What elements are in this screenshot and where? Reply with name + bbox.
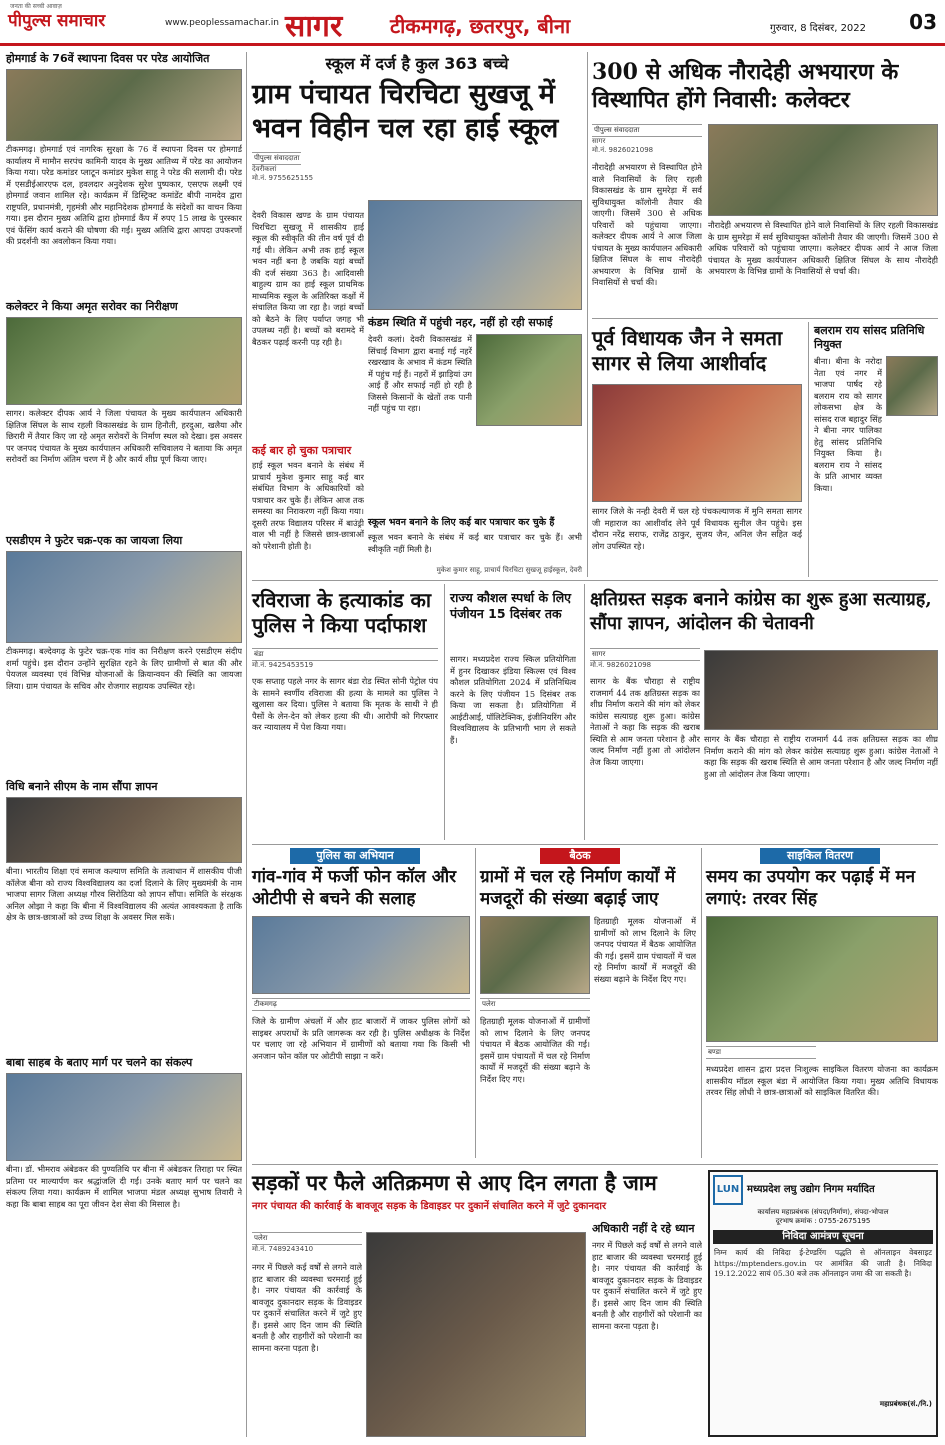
byline-place: पलेरा [252,1232,362,1245]
section-divider [252,844,938,845]
police-headline: गांव-गांव में फर्जी फोन कॉल और ओटीपी से बचने की सलाह [252,867,457,909]
story-memorandum-headline: विधि बनाने सीएम के नाम सौंपा ज्ञापन [6,780,158,793]
jain-body: सागर जिले के नन्ही देवरी में चल रहे पंचकल्याणक में मुनि समता सागर जी महाराज का आशीर्वाद लेने पूर्व विधायक सुनील जैन पहुंचे। इस दौरान नरेंद्र सराफ, राजेंद्र ठाकुर, सुजय जैन, अनिल जैन सहित कई लोग उपस्थित रहे। [592,506,802,551]
masthead [0,0,945,46]
traffic-jam-photo [366,1232,586,1437]
sdm-inspection-photo [6,551,242,643]
cycle-byline [706,1046,816,1059]
column-divider [246,52,247,1437]
satyagrah-photo [704,650,938,730]
section-divider [592,318,938,319]
story-sdm-body: टीकमगढ़। बल्देवगढ़ के फुटेर चक्र-एक गांव का निरीक्षण करने एसडीएम संदीप शर्मा पहुंचे। इस दौरान उन्होंने सुरक्षित रहने के लिए ग्रामीणों से बात की और पेयजल व्यवस्था एवं विभिन्न योजनाओं के क्रियान्वयन की स्थिति का जायजा लिया। ग्राम पंचायत के सचिव और रोजगार सहायक उपस्थित रहे। [6,646,242,691]
byline-place: बण्डा [706,1046,816,1059]
lead-byline [252,152,362,165]
byline-place: सागर [590,648,700,661]
story-memorandum-body: बीना। भारतीय शिक्षा एवं समाज कल्याण समिति के तत्वाधान में शासकीय पीजी कॉलेज बीना को राज्य विश्वविद्यालय का दर्जा दिलाने के लिए मुख्यमंत्री के नाम भाजपा सागर जिला अध्यक्ष गौरव सिरोठिया को ज्ञापन सौंपा। समिति के संरक्षक अनिल ओझा ने कहा कि बीना में विश्वविद्यालय की अत्यंत आवश्यकता है ताकि क्षेत्र के छात्र-छात्राओं को उच्च शिक्षा के अवसर मिल सकें। [6,866,242,922]
meeting-body: हितग्राही मूलक योजनाओं में ग्रामीणों को लाभ दिलाने के लिए जनपद पंचायत में बैठक आयोजित की गई। इसमें ग्राम पंचायतों में चल रहे निर्माण कार्यों में मजदूरों की संख्या बढ़ाने के निर्देश दिए गए। [480,1016,590,1084]
noradehi-byline [592,124,702,155]
story-collector-headline: कलेक्टर ने किया अमृत सरोवर का निरीक्षण [6,300,178,313]
balram-story [814,324,938,556]
tag-meeting: बैठक [540,848,620,864]
amrit-sarovar-photo [6,317,242,405]
logo-tagline: जनता की सच्ची आवाज़ [10,3,62,10]
meeting-photo [480,916,590,994]
ad-phone: दूरभाष क्रमांक : 0755-2675195 [775,1217,871,1225]
lead-body: देवरी विकास खण्ड के ग्राम पंचायत चिरचिटा सुखजू में शासकीय हाई स्कूल की स्वीकृति की तीन वर्ष पूर्व दी गई थी। लेकिन अभी तक हाई स्कूल भवन नहीं बना है जबकि यहां बच्चों की दर्ज संख्या 363 है। आदिवासी बाहुल्य ग्राम का हाई स्कूल प्राथमिक माध्यमिक स्कूल के अतिरिक्त कक्षों में संचालित किया जा रहा है। जहां बच्चों को बैठने के लिए पर्याप्त जगह भी उपलब्ध नहीं है। बच्चों को बरामदे में बैठकर पढ़ाई करनी पड़ रही है। [252,210,364,347]
cycle-headline: समय का उपयोग कर पढ़ाई में मन लगाएं: तरवर सिंह [706,867,916,909]
quote-headline: स्कूल भवन बनाने के लिए कई बार पत्राचार कर चुके हैं [368,517,555,528]
ad-address: कार्यालय महाप्रबंधक (संपदा/निर्माण), संपदा-भोपाल [757,1208,889,1216]
quote-body: स्कूल भवन बनाने के संबंध में कई बार पत्राचार कर चुके हैं। अभी स्वीकृति नहीं मिली है। [368,532,582,554]
lead-subhead: कई बार हो चुका पत्राचार [252,444,352,457]
lead-kicker: स्कूल में दर्ज है कुल 363 बच्चे [325,54,509,73]
canal-body: देवरी कलां। देवरी विकासखंड में सिंचाई विभाग द्वारा बनाई गई नहरें रखरखाव के अभाव में कंडम स्थिति में पहुंच गई हैं। नहरों में झाड़ियां उग आई हैं और सफाई नहीं हो रही है जिससे किसानों के खेतों तक पानी नहीं पहुंच पा रहा। [368,334,472,413]
encroachment-body: नगर में पिछले कई वर्षों से लगने वाले हाट बाजार की व्यवस्था चरमराई हुई है। नगर पंचायत की कार्रवाई के बावजूद दुकानदार सड़क के डिवाइडर पर दुकानें संचालित करने में जुटे हुए हैं। इससे आए दिन जाम की स्थिति बनती है और राहगीरों को परेशानी का सामना करना पड़ता है। [252,1262,362,1353]
satyagrah-body: सागर के बैंक चौराहा से राष्ट्रीय राजमार्ग 44 तक क्षतिग्रस्त सड़क का शीघ्र निर्माण कराने की मांग को लेकर कांग्रेस सत्याग्रह शुरू हुआ। कांग्रेस नेताओं ने कहा कि सड़क की खराब स्थिति से आम जनता परेशान है और जल्द निर्माण नहीं हुआ तो आंदोलन तेज किया जाएगा। [590,676,700,767]
skill-body: सागर। मध्यप्रदेश राज्य स्किल प्रतियोगिता में हुनर दिखाकर इंडिया स्किल्स एवं विश्व कौशल प्रतियोगिता 2024 में प्रतिनिधित्व करने के लिए पंजीयन 15 दिसंबर तक किया जा सकता है। प्रतियोगिता में आईटीआई, पॉलिटेक्निक, इंजीनियरिंग और विश्वविद्यालय के प्रतिभागी भाग ले सकते हैं। [450,654,576,745]
encroachment-subhead: अधिकारी नहीं दे रहे ध्यान [592,1222,695,1235]
ad-header [710,1172,936,1208]
balram-portrait [886,356,938,416]
page-number: 03 [909,10,937,34]
byline-mobile: मो.नं. 7489243410 [252,1245,314,1253]
canal-headline: कंडम स्थिति में पहुंची नहर, नहीं हो रही सफाई [368,316,553,329]
left-column [6,52,242,1304]
byline-place: सागर [592,137,606,145]
police-byline [252,998,470,1011]
satyagrah-headline: क्षतिग्रस्त सड़क बनाने कांग्रेस का शुरू हुआ सत्याग्रह, सौंपा ज्ञापन, आंदोलन की चेतावनी [590,589,932,634]
skill-headline: राज्य कौशल स्पर्धा के लिए पंजीयन 15 दिसंबर तक [450,590,572,621]
jain-photo [592,384,802,502]
story-homeguard-headline: होमगार्ड के 76वें स्थापना दिवस पर परेड आयोजित [6,52,210,65]
column-divider [444,584,445,840]
byline-place: देवरीकलां [252,165,277,173]
raviraja-byline [252,648,438,670]
byline-place: पलेरा [480,998,590,1011]
cycle-photo [706,916,938,1042]
cycle-body: मध्यप्रदेश शासन द्वारा प्रदत्त निःशुल्क साइकिल वितरण योजना का कार्यक्रम शासकीय मॉडल स्कूल बंडा में आयोजित किया गया। मुख्य अतिथि विधायक तरवर सिंह लोधी ने छात्र-छात्राओं को साइकिल वितरित की। [706,1064,938,1097]
column-divider [701,848,702,1158]
memorandum-photo [6,797,242,863]
noradehi-body: नौरादेही अभयारण से विस्थापित होने वाले निवासियों के लिए रहली विकासखंड के ग्राम सुमरेड़ा में सर्व सुविधायुक्त कॉलोनी तैयार की जाएगी। जिसमें 300 से अधिक परिवारों को पहुंचाया जाएगा। कलेक्टर दीपक आर्य ने आज जिला पंचायत के मुख्य कार्यपालन अधिकारी क्षितिज सिंघल के साथ नौरादेही अभयारण के विभिन्न ग्रामों के निवासियों से चर्चा की। [592,162,702,287]
satyagrah-body-cont: सागर के बैंक चौराहा से राष्ट्रीय राजमार्ग 44 तक क्षतिग्रस्त सड़क का शीघ्र निर्माण कराने की मांग को लेकर कांग्रेस सत्याग्रह शुरू हुआ। कांग्रेस नेताओं ने कहा कि सड़क की खराब स्थिति से आम जनता परेशान है और जल्द निर्माण नहीं हुआ तो आंदोलन तेज किया जाएगा। [704,734,938,779]
ambedkar-tribute-photo [6,1073,242,1161]
noradehi-story [592,58,938,114]
canal-photo [476,334,582,426]
meeting-headline: ग्रामों में चल रहे निर्माण कार्यों में मजदूरों की संख्या बढ़ाई जाए [480,867,676,909]
lun-logo-icon: LUN [713,1175,743,1205]
quote-attribution: मुकेश कुमार साहू, प्राचार्य चिरचिटा सुखजू हाईस्कूल, देवरी [436,566,582,574]
encroachment-body-cont: नगर में पिछले कई वर्षों से लगने वाले हाट बाजार की व्यवस्था चरमराई हुई है। नगर पंचायत की कार्रवाई के बावजूद दुकानदार सड़क के डिवाइडर पर दुकानें संचालित करने में जुटे हुए हैं। इससे आए दिन जाम की स्थिति बनती है और राहगीरों को परेशानी का सामना करना पड़ता है। [592,1240,702,1331]
byline-label: पीपुल्स संवाददाता [592,124,702,137]
balram-body: बीना। बीना के नरोदा नेता एवं नगर में भाजपा पार्षद रहे बलराम राय को सागर लोकसभा क्षेत्र के सांसद राज बहादुर सिंह ने बीना नगर पालिका हेतु सांसद प्रतिनिधि नियुक्त किया है। बलराम राय ने सांसद के प्रति आभार व्यक्त किया। [814,356,882,493]
column-divider [587,52,588,577]
newspaper-logo: पीपुल्स समाचार [8,11,106,31]
edition-cities: टीकमगढ़, छतरपुर, बीना [390,14,571,38]
byline-place: बंडा [252,648,438,661]
byline-mobile: मो.नं. 9826021098 [590,661,652,669]
byline-mobile: मो.नं. 9425453519 [252,661,314,669]
encroachment-deck: नगर पंचायत की कार्रवाई के बावजूद सड़क के डिवाइडर पर दुकानें संचालित करने में जुटे दुकानदार [252,1201,607,1212]
tender-advertisement [708,1170,938,1437]
tag-cycle: साइकिल वितरण [760,848,880,864]
lead-headline: ग्राम पंचायत चिरचिटा सुखजू में भवन विहीन चल रहा हाई स्कूल [252,79,559,144]
satyagrah-byline [590,648,700,670]
story-ambedkar-body: बीना। डॉ. भीमराव अंबेडकर की पुण्यतिथि पर बीना में अंबेडकर तिराहा पर स्थित प्रतिमा पर माल्यार्पण कर श्रद्धांजलि दी गई। उनके बताए मार्ग पर चलने का संकल्प लिया गया। कार्यक्रम में शामिल भाजपा मंडल अध्यक्ष सुभाष तिवारी ने कहा कि बाबा साहब का पूरा जीवन देश सेवा की मिसाल है। [6,1164,242,1209]
story-ambedkar-headline: बाबा साहब के बताए मार्ग पर चलने का संकल्प [6,1056,193,1069]
column-divider [475,848,476,1158]
ad-body: निम्न कार्य की निविदा ई-टेण्डरिंग पद्धति से ऑनलाइन वेबसाइट https://mptenders.gov.in पर आमंत्रित की जाती है। निविदा 19.12.2022 सायं 05.30 बजे तक ऑनलाइन जमा की जा सकती है। [714,1248,932,1278]
noradehi-headline: 300 से अधिक नौरादेही अभयारण के विस्थापित होंगे निवासी: कलेक्टर [592,59,899,113]
jain-headline: पूर्व विधायक जैन ने समता सागर से लिया आशीर्वाद [592,326,783,375]
police-body: जिले के ग्रामीण अंचलों में और हाट बाजारों में जाकर पुलिस लोगों को साइबर अपराधों के प्रति जागरूक कर रही है। पुलिस अधीक्षक के निर्देश पर चलाए जा रहे अभियान में ग्रामीणों को बताया गया कि किसी भी अनजान फोन कॉल पर ओटीपी साझा न करें। [252,1016,470,1061]
meeting-byline [480,998,590,1011]
story-sdm-headline: एसडीएम ने फुटेर चक्र-एक का जायजा लिया [6,534,183,547]
encroachment-headline: सड़कों पर फैले अतिक्रमण से आए दिन लगता है जाम [252,1170,657,1195]
lead-story [252,52,582,183]
noradehi-photo [708,124,938,216]
website-url[interactable]: www.peoplessamachar.in [165,18,279,28]
encroachment-byline [252,1232,362,1254]
raviraja-headline: रविराजा के हत्याकांड का पुलिस ने किया पर्दाफाश [252,588,432,637]
byline-mobile: मो.नं. 9755625155 [252,174,314,182]
raviraja-body: एक सप्ताह पहले नगर के सागर बंडा रोड स्थित सोनी पेट्रोल पंप के सामने स्वर्णीय रविराजा की हत्या के मामले का पुलिस ने खुलासा कर दिया। पुलिस ने बताया कि मृतक के साथी ने ही पैसों के लेन-देन को लेकर हत्या की थी। आरोपी को गिरफ्तार कर न्यायालय में पेश किया गया। [252,676,438,732]
section-divider [252,580,938,581]
column-divider [808,322,809,577]
ad-title: निविदा आमंत्रण सूचना [713,1230,933,1244]
byline-label: पीपुल्स संवाददाता [252,152,301,165]
lead-subhead-body: हाई स्कूल भवन बनाने के संबंध में प्राचार्य मुकेश कुमार साहू कई बार संबंधित विभाग के अधिकारियों को पत्राचार कर चुके हैं। लेकिन आज तक समस्या का निराकरण नहीं किया गया। दूसरी तरफ विद्यालय परिसर में बाउंड्री वाल भी नहीं है जिससे छात्र-छात्राओं को परेशानी होती है। [252,460,364,551]
byline-mobile: मो.नं. 9826021098 [592,146,654,154]
byline-place: टीकमगढ़ [252,998,470,1011]
column-divider [584,584,585,840]
story-homeguard-body: टीकमगढ़। होमगार्ड एवं नागरिक सुरक्षा के 76 वें स्थापना दिवस पर होमगार्ड कार्यालय में मामौन सरपंच कामिनी यादव के मुख्य आतिथ्य में परेड का आयोजन किया गया। परेड कमांडर प्लाटून कमांडर मुकेश साहू ने परेड की सलामी दी। परेड में एसडीईआरएफ दल, हवलदार अनुदेशक सुरेश पुष्पकार, एसएफ लक्ष्मी एवं होमगार्ड जवान शामिल रहे। कार्यक्रम में डिस्ट्रिक्ट कमांडेंट बीपी नामदेव द्वारा राष्ट्रपति, प्रधानमंत्री, गृहमंत्री और महानिदेशक होमगार्ड के संदेशों का वाचन किया गया। इस दौरान मुख्य अतिथि द्वारा होमगार्ड कैंप में रुपए 15 लाख के पुरस्कार एवं फेंसिंग कार्य कराने की घोषणा की गई। मुख्य अतिथि द्वारा आपदा उपकरणों की प्रदर्शनी का अवलोकन किया गया। [6,144,242,246]
edition-title: सागर [285,9,343,44]
school-building-photo [368,200,582,310]
issue-date: गुरुवार, 8 दिसंबर, 2022 [770,23,867,34]
balram-headline: बलराम राय सांसद प्रतिनिधि नियुक्त [814,324,925,351]
police-photo [252,916,470,994]
tag-police: पुलिस का अभियान [290,848,420,864]
homeguard-parade-photo [6,69,242,141]
story-collector-body: सागर। कलेक्टर दीपक आर्य ने जिला पंचायत के मुख्य कार्यपालन अधिकारी क्षितिज सिंघल के साथ रहली विकासखंड के ग्राम हिनौती, हरदुआ, खलैया और छिरारी में तैयार किए जा रहे अमृत सरोवरों के निर्माण स्थल को देखा। इस अवसर पर जनपद पंचायत के मुख्य कार्यपालन अधिकारी सचिवालय ने बताया कि अमृत सरोवरों का निर्माण अंतिम चरण में है और कार्य शीघ्र पूर्ण किया जाए। [6,408,242,464]
noradehi-body-cont: नौरादेही अभयारण से विस्थापित होने वाले निवासियों के लिए रहली विकासखंड के ग्राम सुमरेड़ा में सर्व सुविधायुक्त कॉलोनी तैयार की जाएगी। जिसमें 300 से अधिक परिवारों को पहुंचाया जाएगा। कलेक्टर दीपक आर्य ने आज जिला पंचायत के मुख्य कार्यपालन अधिकारी क्षितिज सिंघल के साथ नौरादेही अभयारण के विभिन्न ग्रामों के निवासियों से चर्चा की। [708,220,938,276]
section-divider [252,1164,938,1165]
meeting-body-cont: हितग्राही मूलक योजनाओं में ग्रामीणों को लाभ दिलाने के लिए जनपद पंचायत में बैठक आयोजित की गई। इसमें ग्राम पंचायतों में चल रहे निर्माण कार्यों में मजदूरों की संख्या बढ़ाने के निर्देश दिए गए। [594,916,696,984]
ad-signature: महाप्रबंधक(सं./नि.) [879,1400,932,1408]
ad-org: मध्यप्रदेश लघु उद्योग निगम मर्यादित [747,1184,875,1195]
